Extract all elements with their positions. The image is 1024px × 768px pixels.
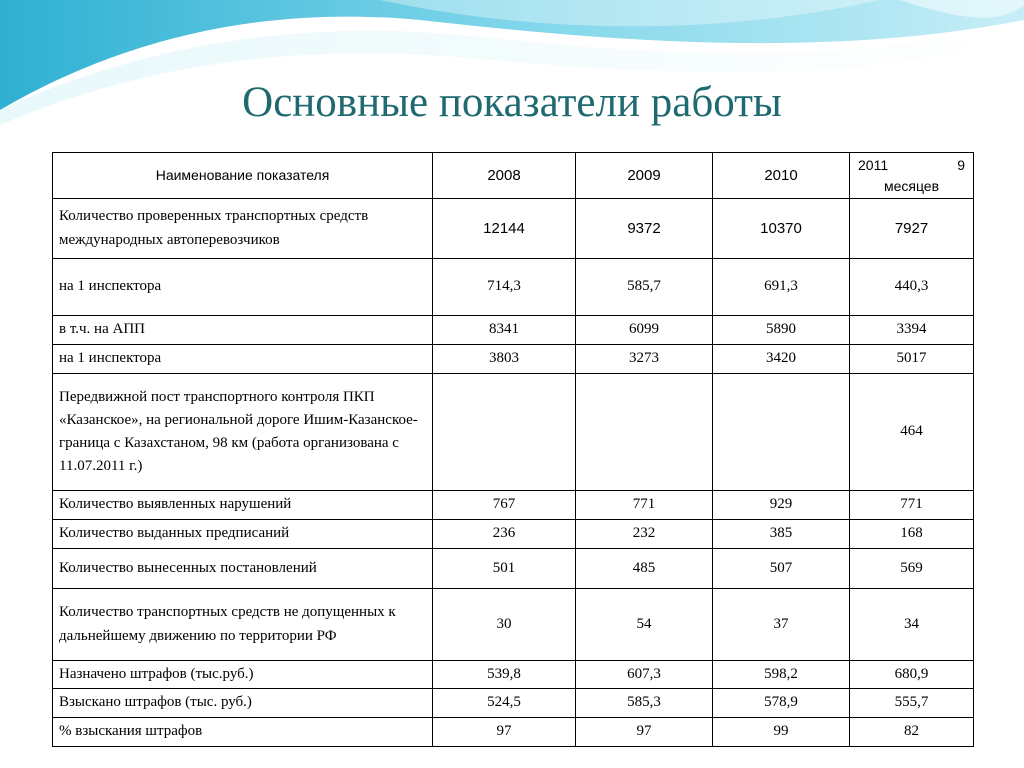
cell-2011: 168 xyxy=(850,520,974,549)
header-2009: 2009 xyxy=(576,153,713,199)
cell-2008: 501 xyxy=(433,549,576,589)
cell-2009: 232 xyxy=(576,520,713,549)
row-label: на 1 инспектора xyxy=(53,345,433,374)
cell-2011: 34 xyxy=(850,589,974,661)
cell-2011: 5017 xyxy=(850,345,974,374)
cell-2011: 464 xyxy=(850,374,974,491)
cell-2009: 585,3 xyxy=(576,689,713,718)
cell-2010: 37 xyxy=(713,589,850,661)
cell-2009: 9372 xyxy=(576,199,713,259)
cell-2010: 385 xyxy=(713,520,850,549)
row-label: Количество вынесенных постановлений xyxy=(53,549,433,589)
cell-2010: 10370 xyxy=(713,199,850,259)
cell-2009: 54 xyxy=(576,589,713,661)
header-2011-year: 2011 xyxy=(858,156,889,173)
indicators-table xyxy=(52,152,974,747)
header-2011-months-word: месяцев xyxy=(883,177,940,194)
cell-2008: 236 xyxy=(433,520,576,549)
cell-2008 xyxy=(433,374,576,491)
table-row xyxy=(53,491,974,520)
cell-2010: 5890 xyxy=(713,316,850,345)
row-label: Количество транспортных средств не допущенных к дальнейшему движению по территории РФ xyxy=(53,589,433,661)
cell-2008: 524,5 xyxy=(433,689,576,718)
row-label: на 1 инспектора xyxy=(53,259,433,316)
page-title: Основные показатели работы xyxy=(242,79,782,126)
cell-2009: 3273 xyxy=(576,345,713,374)
cell-2008: 539,8 xyxy=(433,661,576,689)
cell-2010: 929 xyxy=(713,491,850,520)
row-label: Передвижной пост транспортного контроля ПКП «Казанское», на региональной дороге Ишим-Казанское-граница с Казахстаном, 98 км (работа организована с 11.07.2011 г.) xyxy=(53,374,433,491)
header-name: Наименование показателя xyxy=(53,153,433,199)
cell-2008: 12144 xyxy=(433,199,576,259)
table-row xyxy=(53,316,974,345)
cell-2009: 6099 xyxy=(576,316,713,345)
cell-2008: 767 xyxy=(433,491,576,520)
cell-2009: 585,7 xyxy=(576,259,713,316)
cell-2010: 99 xyxy=(713,718,850,747)
table-row xyxy=(53,374,974,491)
cell-2009: 97 xyxy=(576,718,713,747)
cell-2009: 485 xyxy=(576,549,713,589)
row-label: Назначено штрафов (тыс.руб.) xyxy=(53,661,433,689)
row-label: % взыскания штрафов xyxy=(53,718,433,747)
cell-2011: 3394 xyxy=(850,316,974,345)
cell-2011: 7927 xyxy=(850,199,974,259)
cell-2010: 578,9 xyxy=(713,689,850,718)
row-label: Количество выданных предписаний xyxy=(53,520,433,549)
header-2008: 2008 xyxy=(433,153,576,199)
row-label: в т.ч. на АПП xyxy=(53,316,433,345)
row-label: Количество проверенных транспортных средств международных автоперевозчиков xyxy=(53,199,433,259)
table-row xyxy=(53,345,974,374)
table-row xyxy=(53,520,974,549)
table-row xyxy=(53,199,974,259)
cell-2009 xyxy=(576,374,713,491)
cell-2009: 607,3 xyxy=(576,661,713,689)
cell-2008: 714,3 xyxy=(433,259,576,316)
cell-2009: 771 xyxy=(576,491,713,520)
table-header-row xyxy=(53,153,974,199)
table-row xyxy=(53,718,974,747)
cell-2010: 598,2 xyxy=(713,661,850,689)
cell-2008: 30 xyxy=(433,589,576,661)
cell-2011: 771 xyxy=(850,491,974,520)
cell-2010: 507 xyxy=(713,549,850,589)
table-row xyxy=(53,689,974,718)
row-label: Количество выявленных нарушений xyxy=(53,491,433,520)
cell-2008: 3803 xyxy=(433,345,576,374)
table-row xyxy=(53,549,974,589)
cell-2010: 3420 xyxy=(713,345,850,374)
table-row xyxy=(53,259,974,316)
cell-2010: 691,3 xyxy=(713,259,850,316)
cell-2011: 680,9 xyxy=(850,661,974,689)
cell-2011: 82 xyxy=(850,718,974,747)
table-row xyxy=(53,661,974,689)
cell-2008: 8341 xyxy=(433,316,576,345)
header-2011 xyxy=(850,153,974,199)
cell-2010 xyxy=(713,374,850,491)
cell-2008: 97 xyxy=(433,718,576,747)
cell-2011: 440,3 xyxy=(850,259,974,316)
row-label: Взыскано штрафов (тыс. руб.) xyxy=(53,689,433,718)
header-2010: 2010 xyxy=(713,153,850,199)
table-row xyxy=(53,589,974,661)
header-2011-months-num: 9 xyxy=(957,156,965,173)
cell-2011: 569 xyxy=(850,549,974,589)
cell-2011: 555,7 xyxy=(850,689,974,718)
